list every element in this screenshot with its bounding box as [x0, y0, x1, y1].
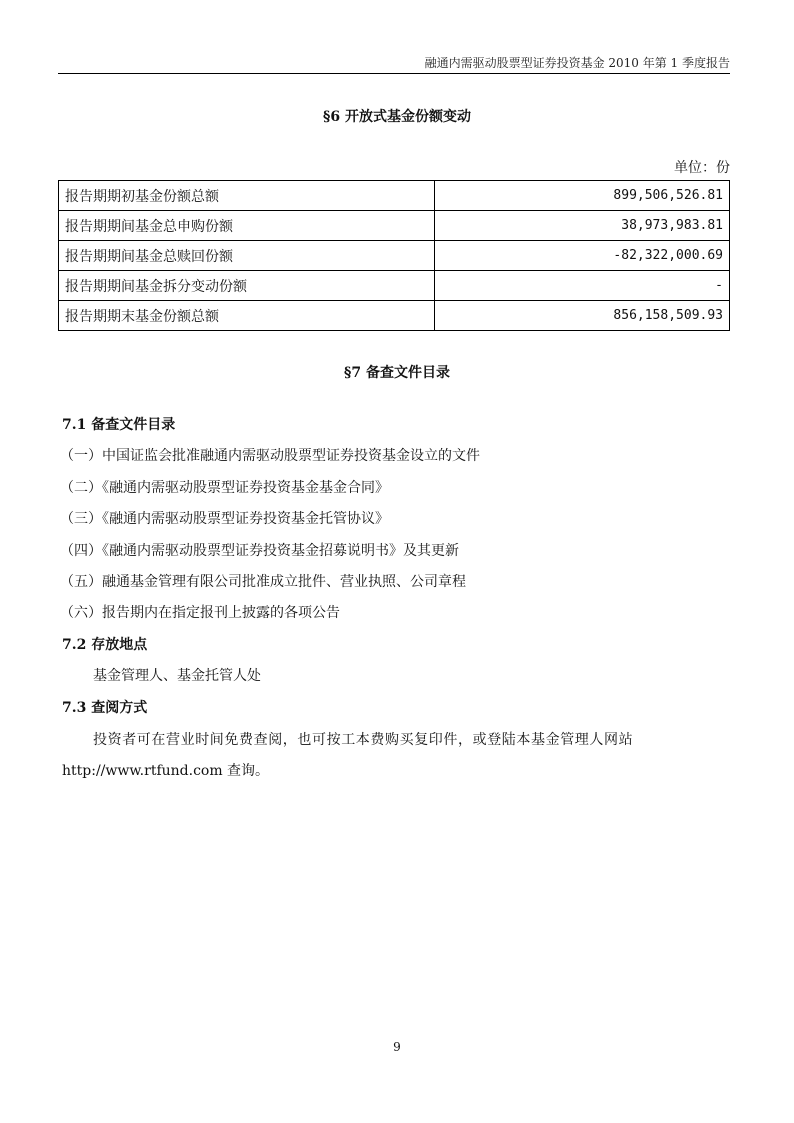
subsection-7-1-title: 7.1 备查文件目录 — [62, 417, 176, 433]
row-value: - — [435, 271, 730, 301]
document-list-item: （五）融通基金管理有限公司批准成立批件、营业执照、公司章程 — [60, 574, 466, 590]
row-value: 38,973,983.81 — [435, 211, 730, 241]
section7-title: §7 备查文件目录 — [344, 365, 450, 381]
row-label: 报告期期间基金总赎回份额 — [59, 241, 435, 271]
row-label: 报告期期初基金份额总额 — [59, 181, 435, 211]
table-row — [59, 181, 730, 211]
unit-label: 单位：份 — [674, 160, 730, 176]
table-row — [59, 211, 730, 241]
document-list-item: （三）《融通内需驱动股票型证券投资基金托管协议》 — [60, 511, 389, 527]
row-value: -82,322,000.69 — [435, 241, 730, 271]
row-value: 856,158,509.93 — [435, 301, 730, 331]
row-value: 899,506,526.81 — [435, 181, 730, 211]
page-number: 9 — [393, 1040, 401, 1054]
storage-location-text: 基金管理人、基金托管人处 — [93, 668, 261, 684]
subsection-7-2-title: 7.2 存放地点 — [62, 637, 148, 653]
fund-share-change-table — [58, 180, 730, 331]
document-list-item: （二）《融通内需驱动股票型证券投资基金基金合同》 — [60, 480, 389, 496]
access-method-text-line2: http://www.rtfund.com 查询。 — [62, 763, 270, 779]
document-list-item: （一）中国证监会批准融通内需驱动股票型证券投资基金设立的文件 — [60, 448, 480, 464]
row-label: 报告期期末基金份额总额 — [59, 301, 435, 331]
document-list-item: （六）报告期内在指定报刊上披露的各项公告 — [60, 605, 340, 621]
table-row — [59, 301, 730, 331]
table-row — [59, 271, 730, 301]
header-rule — [58, 73, 730, 74]
subsection-7-3-title: 7.3 查阅方式 — [62, 700, 148, 716]
section6-title: §6 开放式基金份额变动 — [323, 109, 471, 125]
row-label: 报告期期间基金拆分变动份额 — [59, 271, 435, 301]
header-title: 融通内需驱动股票型证券投资基金 2010 年第 1 季度报告 — [424, 56, 730, 70]
document-list-item: （四）《融通内需驱动股票型证券投资基金招募说明书》及其更新 — [60, 543, 459, 559]
row-label: 报告期期间基金总申购份额 — [59, 211, 435, 241]
table-row — [59, 241, 730, 271]
access-method-text-line1: 投资者可在营业时间免费查阅，也可按工本费购买复印件，或登陆本基金管理人网站 — [93, 732, 634, 748]
